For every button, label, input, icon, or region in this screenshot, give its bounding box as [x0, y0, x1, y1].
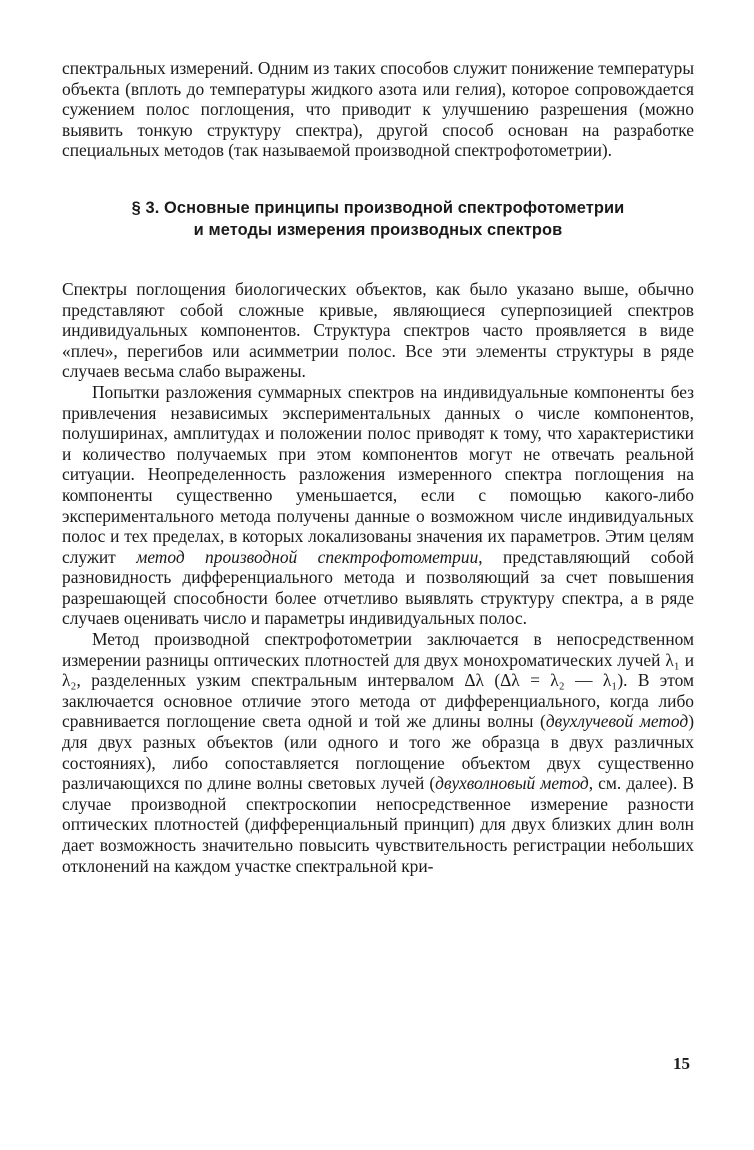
paragraph-3 [62, 629, 694, 876]
section-heading-line-1: § 3. Основные принципы производной спектрофотометрии [131, 198, 625, 217]
paragraph-3-text-c: , см. далее). В случае производной спектроскопии непосредственное измерение разности оптических плотностей (дифференциальный принцип) для двух близких длин волн дает возможность значительно повысить чувствительность регистрации небольших отклонений на каждом участке спектральной кри- [62, 773, 694, 876]
page-body [62, 58, 694, 1098]
paragraph-3-emphasis-1: двухлучевой метод [545, 711, 689, 732]
paragraph-2-emphasis: метод производной спектрофотометрии [136, 546, 479, 567]
paragraph-1: Спектры поглощения биологических объектов, как было указано выше, обычно представляют собой сложные кривые, являющиеся суперпозицией спектров индивидуальных компонентов. Структура спектров часто проявляется в виде «плеч», перегибов или асимметрии полос. Все эти элементы структуры в ряде случаев весьма слабо выражены. [62, 278, 694, 382]
paragraph-3-emphasis-2: двухволновый метод [435, 773, 589, 794]
paragraph-2 [62, 382, 694, 629]
paragraph-2-text-a: Попытки разложения суммарных спектров на индивидуальные компоненты без привлечения независимых экспериментальных данных о числе компонентов, полуширинах, амплитудах и положении полос приводят к тому, что характеристики и количество получаемых при этом компонентов могут не отвечать реальной ситуации. Неопределенность разложения измеренного спектра поглощения на компоненты существенно уменьшается, если с помощью какого-либо экспериментального метода получены данные о возможном числе индивидуальных полос и тех пределах, в которых локализованы значения их параметров. Этим целям служит [62, 381, 694, 567]
section-heading [62, 197, 694, 241]
page-number: 15 [673, 1054, 690, 1073]
section-heading-line-2: и методы измерения производных спектров [193, 220, 563, 239]
paragraph-3-text-b: ) для двух разных объектов (или одного и того же образца в двух различных состояниях), либо сопоставляется поглощение объектом двух существенно различающихся по длине волны световых лучей ( [62, 711, 694, 794]
paragraph-3-text-a: Метод производной спектрофотометрии заключается в непосредственном измерении разницы оптических плотностей для двух монохроматических лучей λ₁ и λ₂, разделенных узким спектральным интервалом Δλ (Δλ = λ₂ — λ₁). В этом заключается основное отличие этого метода от дифференциального, когда либо сравнивается поглощение света одной и той же длины волны ( [62, 629, 694, 732]
intro-paragraph: спектральных измерений. Одним из таких способов служит понижение температуры объекта (вплоть до температуры жидкого азота или гелия), которое сопровождается сужением полос поглощения, что приводит к улучшению разрешения (можно выявить тонкую структуру спектра), другой способ основан на разработке специальных методов (так называемой производной спектрофотометрии). [62, 58, 694, 161]
paragraph-2-text-b: , представляющий собой разновидность дифференциального метода и позволяющий за счет повышения разрешающей способности более отчетливо выявлять структуру спектра, а в ряде случаев оценивать число и параметры индивидуальных полос. [62, 546, 694, 629]
